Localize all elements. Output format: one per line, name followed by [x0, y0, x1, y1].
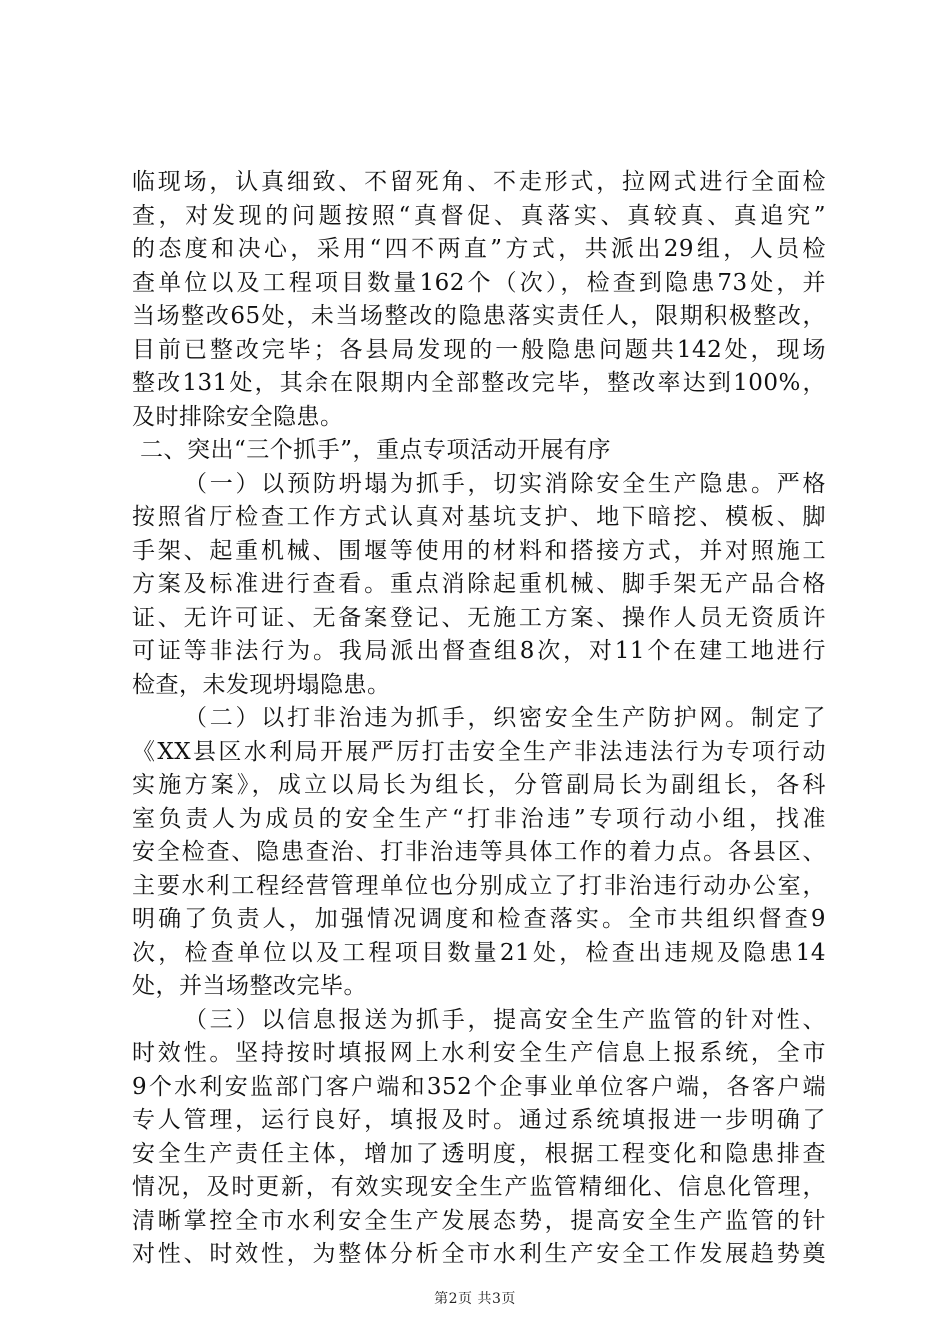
text-line: 专人管理，运行良好，填报及时。通过系统填报进一步明确了	[132, 1107, 826, 1133]
text-line: 证、无许可证、无备案登记、无施工方案、操作人员无资质许	[132, 604, 826, 631]
text-line: 方案及标准进行查看。重点消除起重机械、脚手架无产品合格	[132, 571, 826, 597]
text-line: （二）以打非治违为抓手，织密安全生产防护网。制定了	[184, 705, 826, 731]
text-line: 临现场，认真细致、不留死角、不走形式，拉网式进行全面检	[132, 169, 826, 195]
text-line: 整改131处，其余在限期内全部整改完毕，整改率达到100%，	[132, 370, 826, 396]
text-line: 主要水利工程经营管理单位也分别成立了打非治违行动办公室，	[132, 872, 826, 899]
text-line: 时效性。坚持按时填报网上水利安全生产信息上报系统，全市	[132, 1040, 826, 1066]
text-line: （三）以信息报送为抓手，提高安全生产监管的针对性、	[184, 1006, 826, 1033]
text-line: （一）以预防坍塌为抓手，切实消除安全生产隐患。严格	[184, 470, 826, 497]
text-line: 安全检查、隐患查治、打非治违等具体工作的着力点。各县区、	[132, 839, 826, 865]
text-line: 处，并当场整改完毕。	[132, 973, 367, 999]
text-line: 对性、时效性，为整体分析全市水利生产安全工作发展趋势奠	[132, 1241, 826, 1267]
text-line: 手架、起重机械、围堰等使用的材料和搭接方式，并对照施工	[132, 537, 826, 564]
text-line: 清晰掌控全市水利安全生产发展态势，提高安全生产监管的针	[132, 1207, 826, 1234]
text-line: 明确了负责人，加强情况调度和检查落实。全市共组织督查9	[132, 906, 826, 932]
text-line: 实施方案》，成立以局长为组长，分管副局长为副组长，各科	[132, 772, 826, 798]
text-line: 室负责人为成员的安全生产“打非治违”专项行动小组，找准	[132, 805, 826, 832]
text-line: 可证等非法行为。我局派出督查组8次，对11个在建工地进行	[132, 638, 826, 664]
text-line: 按照省厅检查工作方式认真对基坑支护、地下暗挖、模板、脚	[132, 504, 826, 530]
text-line: 目前已整改完毕；各县局发现的一般隐患问题共142处，现场	[132, 336, 826, 363]
text-line: 当场整改65处，未当场整改的隐患落实责任人，限期积极整改，	[132, 303, 826, 329]
text-line: 及时排除安全隐患。	[132, 403, 344, 430]
text-line: 查单位以及工程项目数量162个（次），检查到隐患73处，并	[132, 269, 826, 296]
text-line: 的态度和决心，采用“四不两直”方式，共派出29组，人员检	[132, 236, 826, 262]
text-line: 情况，及时更新，有效实现安全生产监管精细化、信息化管理，	[132, 1174, 826, 1200]
text-line: 9个水利安监部门客户端和352个企事业单位客户端，各客户端	[132, 1073, 826, 1100]
text-line: 检查，未发现坍塌隐患。	[132, 671, 391, 698]
page-number-footer: 第2页 共3页	[434, 1291, 516, 1307]
text-line: 《XX县区水利局开展严厉打击安全生产非法违法行为专项行动	[132, 738, 826, 765]
text-line: 安全生产责任主体，增加了透明度，根据工程变化和隐患排查	[132, 1140, 826, 1167]
text-line: 查，对发现的问题按照“真督促、真落实、真较真、真追究”	[132, 202, 826, 229]
text-line: 次，检查单位以及工程项目数量21处，检查出违规及隐患14	[132, 939, 826, 966]
body-text	[132, 166, 826, 1272]
section-heading: 二、突出“三个抓手”，重点专项活动开展有序	[140, 437, 612, 463]
